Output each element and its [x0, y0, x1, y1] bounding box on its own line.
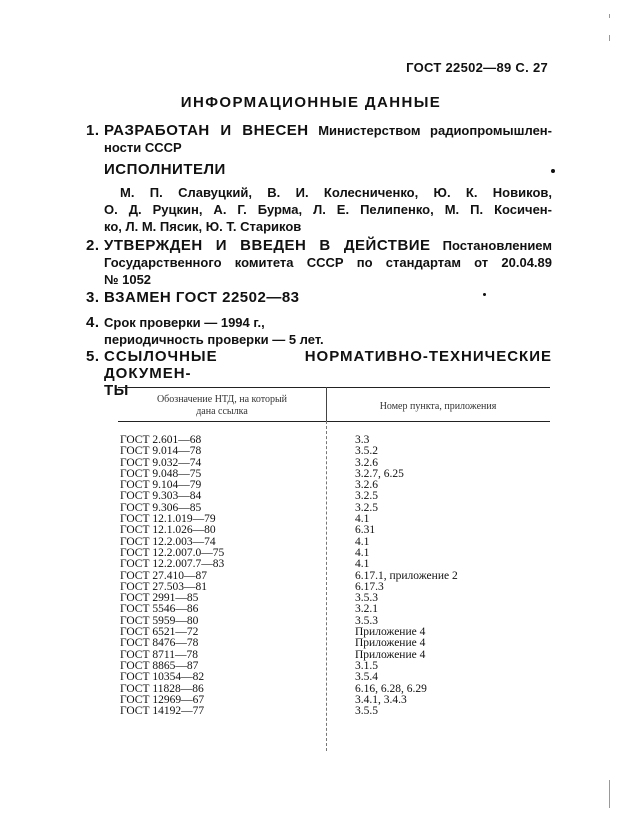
table-row-doc: ГОСТ 12.2.007.0—75: [120, 546, 225, 559]
performers-line-3: ко, Л. М. Пясик, Ю. Т. Стариков: [104, 219, 302, 234]
table-row-ref: 4.1: [355, 535, 370, 548]
section-4-line1: Срок проверки — 1994 г.,: [104, 315, 265, 330]
table-row-doc: ГОСТ 10354—82: [120, 671, 205, 684]
section-2-line1: [104, 237, 552, 254]
table-row-ref: 6.17.1, приложение 2: [355, 569, 458, 582]
section-1-lead: РАЗРАБОТАН И ВНЕСЕН: [104, 122, 309, 139]
table-row-doc: ГОСТ 8476—78: [120, 637, 199, 650]
edge-mark-1: [609, 14, 610, 18]
stray-dot-mark: [551, 169, 555, 173]
table-top-rule: [118, 387, 550, 388]
table-row-doc: ГОСТ 12969—67: [120, 693, 205, 706]
table-row-ref: 3.1.5: [355, 659, 378, 672]
performers-line-2: О. Д. Руцкин, А. Г. Бурма, Л. Е. Пелипенко, М. П. Косичен-: [104, 202, 552, 217]
table-row-doc: ГОСТ 9.014—78: [120, 445, 202, 458]
table-col1-header-line1: Обозначение НТД, на который: [156, 394, 288, 405]
table-row-ref: 3.3: [355, 434, 370, 446]
section-2-lead: УТВЕРЖДЕН И ВВЕДЕН В ДЕЙСТВИЕ: [104, 237, 431, 254]
table-row-ref: 3.2.6: [355, 456, 378, 469]
table-row-doc: ГОСТ 6521—72: [120, 626, 199, 639]
table-row-ref: Приложение 4: [355, 648, 426, 661]
table-row-doc: ГОСТ 8865—87: [120, 659, 199, 672]
section-5-number: 5.: [86, 348, 100, 365]
edge-mark-2: [609, 35, 610, 41]
table-row-ref: 3.2.7, 6.25: [355, 467, 404, 480]
table-row-ref: 4.1: [355, 546, 370, 559]
table-row-doc: ГОСТ 12.2.007.7—83: [120, 558, 225, 571]
table-row-ref: 3.2.6: [355, 479, 378, 492]
table-row-doc: ГОСТ 9.032—74: [120, 456, 202, 469]
section-2-text: Постановлением: [442, 238, 552, 253]
performers-block: [104, 161, 552, 235]
table-row-ref: 3.5.3: [355, 592, 378, 605]
section-3-text: ВЗАМЕН ГОСТ 22502—83: [104, 289, 300, 306]
table-row-ref: 3.5.3: [355, 614, 378, 627]
table-row-ref: 3.5.2: [355, 445, 378, 458]
table-row-doc: ГОСТ 9.104—79: [120, 479, 202, 492]
table-column-divider: [326, 421, 327, 751]
table-row-doc: ГОСТ 27.503—81: [120, 580, 208, 593]
table-row-doc: ГОСТ 14192—77: [120, 705, 205, 718]
table-col1-header: [118, 394, 326, 418]
table-row-doc: ГОСТ 8711—78: [120, 648, 198, 661]
table-row-ref: 6.17.3: [355, 580, 384, 593]
section-2-line3: № 1052: [104, 272, 152, 287]
table-row-ref: 4.1: [355, 558, 370, 571]
section-2-number: 2.: [86, 237, 100, 254]
table-col-docs: [120, 435, 224, 717]
table-row-ref: 4.1: [355, 513, 370, 526]
section-5-heading-line2: ТЫ: [104, 382, 129, 399]
section-4: [86, 314, 552, 348]
performers-heading: ИСПОЛНИТЕЛИ: [104, 161, 226, 178]
table-col1-header-line2: дана ссылка: [196, 406, 248, 417]
table-col-refs: [355, 435, 458, 717]
section-5-heading-line1: ССЫЛОЧНЫЕ НОРМАТИВНО-ТЕХНИЧЕСКИЕ ДОКУМЕН-: [104, 348, 552, 382]
table-row-doc: ГОСТ 12.1.026—80: [120, 524, 216, 537]
section-1-line2: ности СССР: [104, 140, 182, 155]
table-row-doc: ГОСТ 12.1.019—79: [120, 513, 216, 526]
table-row-ref: Приложение 4: [355, 637, 426, 650]
table-row-ref: 3.5.5: [355, 705, 378, 718]
section-4-line2: периодичность проверки — 5 лет.: [104, 332, 324, 347]
table-row-doc: ГОСТ 5546—86: [120, 603, 199, 616]
table-row-ref: 6.16, 6.28, 6.29: [355, 682, 427, 695]
table-row-doc: ГОСТ 9.303—84: [120, 490, 202, 503]
section-2: [86, 237, 552, 288]
stray-dot-mark-2: [483, 293, 486, 296]
table-col2-header: Номер пункта, приложения: [379, 401, 497, 412]
section-1-text: Министерством радиопромышлен-: [318, 123, 552, 138]
table-row-ref: Приложение 4: [355, 626, 426, 639]
table-header-divider: [326, 387, 327, 421]
table-row-doc: ГОСТ 2.601—68: [120, 434, 202, 446]
table-row-doc: ГОСТ 2991—85: [120, 592, 199, 605]
section-4-number: 4.: [86, 314, 100, 331]
table-row-ref: 3.2.5: [355, 490, 378, 503]
table-header-rule: [118, 421, 550, 422]
section-2-line2: Государственного комитета СССР по стандартам от 20.04.89: [104, 255, 552, 270]
table-row-doc: ГОСТ 12.2.003—74: [120, 535, 216, 548]
table-row-ref: 3.5.4: [355, 671, 378, 684]
page-header: ГОСТ 22502—89 С. 27: [406, 60, 548, 75]
table-row-doc: ГОСТ 9.306—85: [120, 501, 202, 514]
table-row-doc: ГОСТ 11828—86: [120, 682, 204, 695]
performers-line-1: М. П. Славуцкий, В. И. Колесниченко, Ю. К. Новиков,: [120, 185, 552, 200]
table-row-ref: 6.31: [355, 524, 376, 537]
document-title: ИНФОРМАЦИОННЫЕ ДАННЫЕ: [180, 94, 442, 111]
section-3-number: 3.: [86, 289, 100, 306]
table-row-ref: 3.2.5: [355, 501, 378, 514]
section-1-number: 1.: [86, 122, 100, 139]
section-5: [86, 348, 552, 399]
edge-mark-3: [609, 780, 610, 808]
table-row-ref: 3.4.1, 3.4.3: [355, 693, 407, 706]
table-row-doc: ГОСТ 5959—80: [120, 614, 199, 627]
table-row-doc: ГОСТ 27.410—87: [120, 569, 208, 582]
section-3: [86, 289, 552, 306]
table-row-doc: ГОСТ 9.048—75: [120, 467, 202, 480]
section-1: [86, 122, 552, 156]
section-1-line1: [104, 122, 552, 139]
table-row-ref: 3.2.1: [355, 603, 378, 616]
